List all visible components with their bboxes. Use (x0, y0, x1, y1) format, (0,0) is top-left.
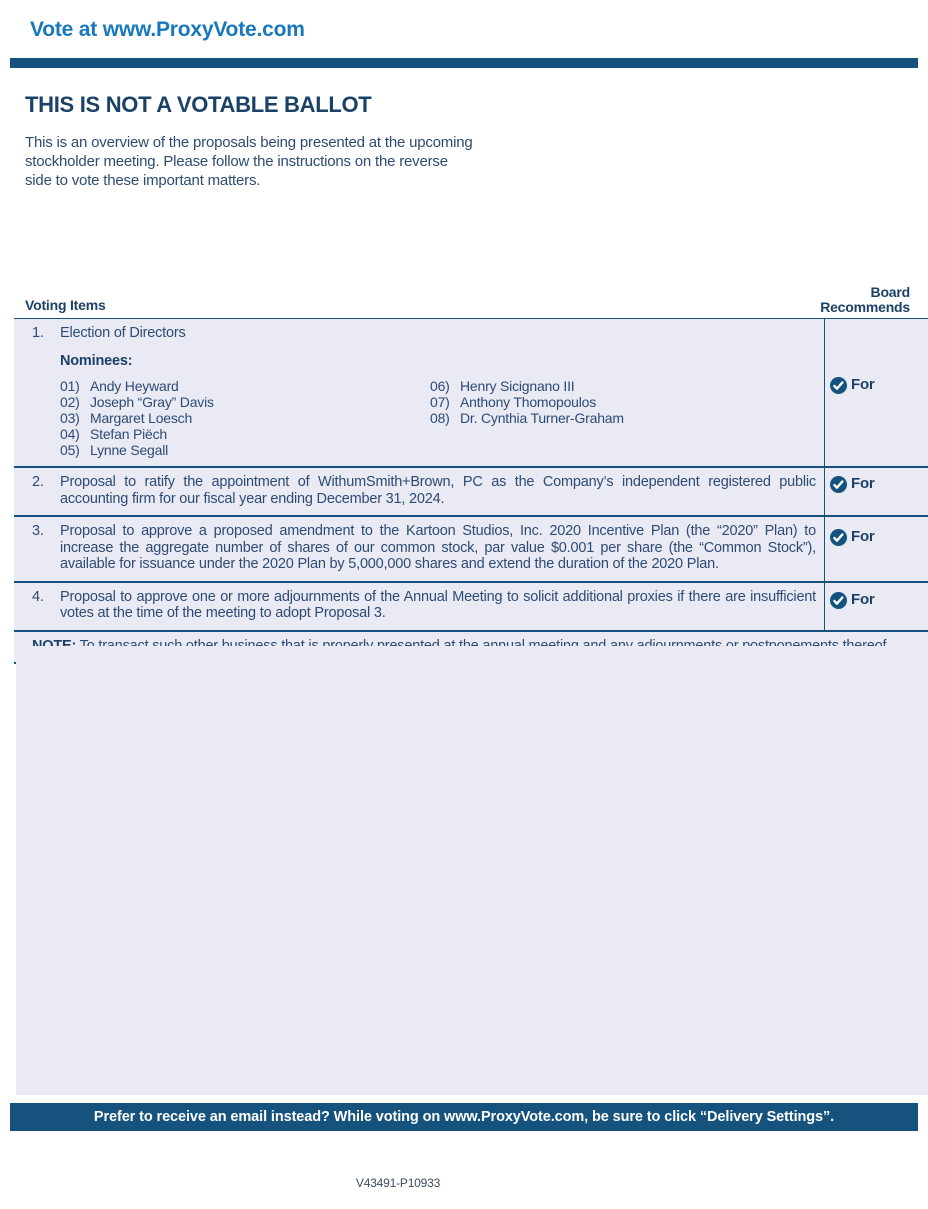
nominee-name: Anthony Thomopoulos (460, 394, 597, 410)
recommendation-label: For (851, 475, 875, 493)
nominee-name: Joseph “Gray” Davis (90, 394, 214, 410)
table-row-proposal-2 (14, 468, 928, 517)
table-row-proposal-1 (14, 319, 928, 468)
proposal-4-number: 4. (32, 588, 44, 605)
nominee-item (60, 378, 430, 394)
empty-shaded-region (16, 646, 928, 1095)
voting-items-header: Voting Items (25, 297, 106, 313)
proposal-4-cell (14, 583, 825, 630)
nominee-name: Lynne Segall (90, 442, 169, 458)
email-preference-banner (10, 1103, 918, 1131)
nominee-number: 06) (430, 378, 450, 394)
recommendation-label: For (851, 590, 875, 608)
proposal-1-number: 1. (32, 325, 44, 341)
check-circle-icon (830, 529, 847, 546)
intro-paragraph: This is an overview of the proposals being presented at the upcoming stockholder meeting. Please follow the instructions on the reverse side to vote these important matters. (25, 134, 473, 189)
header-divider-bar (10, 58, 918, 68)
proposal-1-title: Election of Directors (60, 325, 186, 341)
nominee-name: Andy Heyward (90, 378, 179, 394)
voting-items-table (14, 318, 928, 664)
not-votable-heading: THIS IS NOT A VOTABLE BALLOT (25, 92, 372, 117)
email-preference-text: Prefer to receive an email instead? While voting on www.ProxyVote.com, be sure to click “Delivery Settings”. (93, 1109, 835, 1125)
check-circle-icon (830, 476, 847, 493)
recommendation-cell-3 (825, 517, 928, 581)
nominee-name: Stefan Piëch (90, 426, 167, 442)
nominee-name: Dr. Cynthia Turner-Graham (460, 410, 624, 426)
nominees-column-2 (430, 378, 624, 458)
recommendation-cell-4 (825, 583, 928, 630)
form-control-number: V43491-P10933 (355, 1176, 441, 1190)
nominee-number: 08) (430, 410, 450, 426)
board-recommends-line1: Board (870, 284, 910, 300)
table-row-proposal-4 (14, 583, 928, 632)
recommendation-label: For (851, 528, 875, 546)
nominee-number: 02) (60, 394, 80, 410)
nominee-item (60, 394, 430, 410)
check-circle-icon (830, 592, 847, 609)
board-recommendation-1 (830, 377, 928, 394)
proposal-2-cell (14, 468, 825, 515)
board-recommendation-4 (830, 592, 928, 609)
proposal-1-cell (14, 319, 825, 466)
nominees-list (60, 378, 816, 458)
nominee-name: Henry Sicignano III (460, 378, 575, 394)
proposal-2-number: 2. (32, 474, 44, 490)
nominee-number: 07) (430, 394, 450, 410)
nominee-item (430, 394, 624, 410)
proposal-3-text: Proposal to approve a proposed amendment to the Kartoon Studios, Inc. 2020 Incentive Plan (the “2020” Plan) to increase the aggregate number of shares of our common stock, par value $0.001 per share (the “Common Stock”), available for issuance under the 2020 Plan by 5,000,000 shares and extend the duration of the 2020 Plan. (60, 523, 816, 572)
recommendation-label: For (851, 376, 875, 394)
nominee-item (430, 378, 624, 394)
nominee-number: 01) (60, 378, 80, 394)
table-row-proposal-3 (14, 517, 928, 583)
proposal-2-text: Proposal to ratify the appointment of WithumSmith+Brown, PC as the Company’s independent registered public accounting firm for our fiscal year ending December 31, 2024. (60, 474, 816, 507)
board-recommends-line2: Recommends (820, 299, 910, 315)
nominees-column-1 (60, 378, 430, 458)
board-recommendation-2 (830, 476, 928, 493)
proposal-3-cell (14, 517, 825, 581)
nominee-item (60, 442, 430, 458)
nominees-label: Nominees: (60, 352, 133, 369)
nominee-name: Margaret Loesch (90, 410, 193, 426)
board-recommends-header (820, 285, 910, 315)
check-circle-icon (830, 377, 847, 394)
proposal-4-text: Proposal to approve one or more adjournments of the Annual Meeting to solicit additional proxies if there are insufficient votes at the time of the meeting to adopt Proposal 3. (60, 588, 816, 621)
proposal-3-number: 3. (32, 523, 44, 539)
nominee-number: 04) (60, 426, 80, 442)
nominee-number: 03) (60, 410, 80, 426)
nominee-item (430, 410, 624, 426)
nominee-item (60, 426, 430, 442)
nominee-number: 05) (60, 442, 80, 458)
board-recommendation-3 (830, 529, 928, 546)
nominee-item (60, 410, 430, 426)
recommendation-cell-1 (825, 319, 928, 466)
page-title: Vote at www.ProxyVote.com (30, 18, 305, 41)
recommendation-cell-2 (825, 468, 928, 515)
